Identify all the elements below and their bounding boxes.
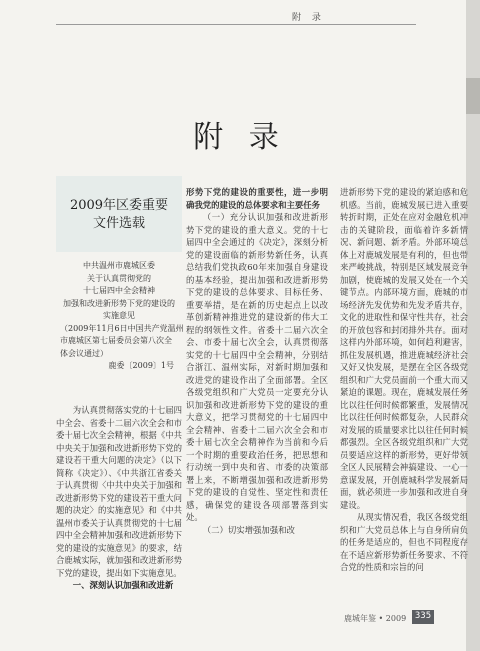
doc-title-line: 加强和改进新形势下党的建设的 [63, 298, 175, 308]
section-title-line2: 文件选载 [92, 216, 145, 231]
right-column-body [340, 186, 468, 574]
running-header: 附 录 [292, 13, 325, 23]
paragraph: 进新形势下党的建设的紧迫感和危机感。当前，鹿城发展已进入重要转折时期，正处在应对金融危机冲击的关键阶段，面临着许多新情况、新问题、新矛盾。外部环境总体上对鹿城发展是有利的，但也带来严峻挑战，特别是区域发展竞争加剧，使鹿城的发展又处在一个关键节点。内部环境方面，鹿城的市场经济先发优势和先发矛盾共存，文化的进取性和保守性共存，社会的开放包容和封闭排外共存。面对这样内外部环境，如何趋利避害，抓住发展机遇，推进鹿城经济社会又好又快发展，是摆在全区各级党组织和广大党员面前一个重大而又紧迫的课题。现在，鹿城发展任务比以往任何时候都繁重，发展情况比以往任何时候都复杂，人民群众对发展的质量要求比以往任何时候都强烈。全区各级党组织和广大党员要适应这样的新形势，更好带领全区人民展精会神搞建设、一心一意谋发展，开创鹿城科学发展新局面，就必须进一步加强和改进自身建设。 [340, 187, 468, 510]
pub-note-line: （2009年11月6日中国共产党温州 [60, 323, 184, 333]
pub-note-line: 体会议通过） [60, 348, 108, 358]
section-title-box [56, 176, 182, 252]
doc-title-line: 十七届四中全会精神 [83, 286, 155, 295]
doc-title-line: 关于认真贯彻党的 [87, 273, 151, 283]
section-title-line1: 2009年区委重要 [69, 198, 169, 213]
paragraph: 从现实情况看，我区各级党组织和广大党员总体上与自身所肩负的任务是适应的，但也不同程度存在不适应新形势新任务要求、不符合党的性质和宗旨的问 [340, 512, 468, 572]
section-heading-1: 一、深刻认识加强和改进新 [72, 580, 174, 590]
middle-column-body [186, 186, 328, 536]
intro-paragraph: 为认真贯彻落实党的十七届四中全会、省委十二届六次全会和市委十届七次全会精神，根据《中共中央关于加强和改进新形势下党的建设若干重大问题的决定》（以下简称《决定》）、《中共浙江省委关于认真贯彻〈中共中央关于加强和改进新形势下党的建设若干重大问题的决定〉的实施意见》和《中共温州市委关于认真贯彻党的十七届四中全会精神加强和改进新形势下党的建设的实施意见》的要求，结合鹿城实际，就加强和改进新形势下党的建设，提出如下实施意见。 [56, 405, 182, 578]
section-heading-continued: 形势下党的建设的重要性，进一步明确我党的建设的总体要求和主要任务 [186, 187, 328, 210]
pub-note-line: 市鹿城区第七届委员会第八次全 [60, 336, 172, 345]
doc-number: 鹿委〔2009〕1号 [108, 361, 174, 370]
document-meta [56, 260, 182, 373]
section-tab-marker [466, 78, 480, 114]
page-number: 335 [414, 611, 432, 621]
paragraph: （一）充分认识加强和改进新形势下党的建设的重大意义。党的十七届四中全会通过的《决定》，深刻分析党的建设面临的新形势新任务，认真总结我们党执政60年来加强自身建设的基本经验，提出加强和改进新形势下党的建设的总体要求、目标任务、重要举措，是在新的历史起点上以改革创新精神推进党的建设新的伟大工程的纲领性文件。省委十二届六次全会、市委十届七次全会，认真贯彻落实党的十七届四中全会精神，分别结合浙江、温州实际，对新时期加强和改进党的建设作出了全面部署。全区各级党组织和广大党员一定要充分认识加强和改进新形势下党的建设的重大意义，把学习贯彻党的十七届四中全会精神、省委十二届六次全会和市委十届七次全会精神作为当前和今后一个时期的重要政治任务，把思想和行动统一到中央和省、市委的决策部署上来，不断增强加强和改进新形势下党的建设的自觉性、坚定性和责任感，确保党的建设各项部署落到实处。 [186, 212, 328, 522]
doc-title-line: 实施意见 [103, 311, 135, 320]
left-column-body [56, 404, 182, 592]
paragraph: （二）切实增强加强和改 [202, 524, 295, 535]
header-rule [56, 24, 416, 25]
page-title: 附 录 [193, 120, 287, 155]
footer-label: 鹿城年鉴 • 2009 [344, 614, 407, 623]
issuer: 中共温州市鹿城区委 [83, 261, 155, 270]
